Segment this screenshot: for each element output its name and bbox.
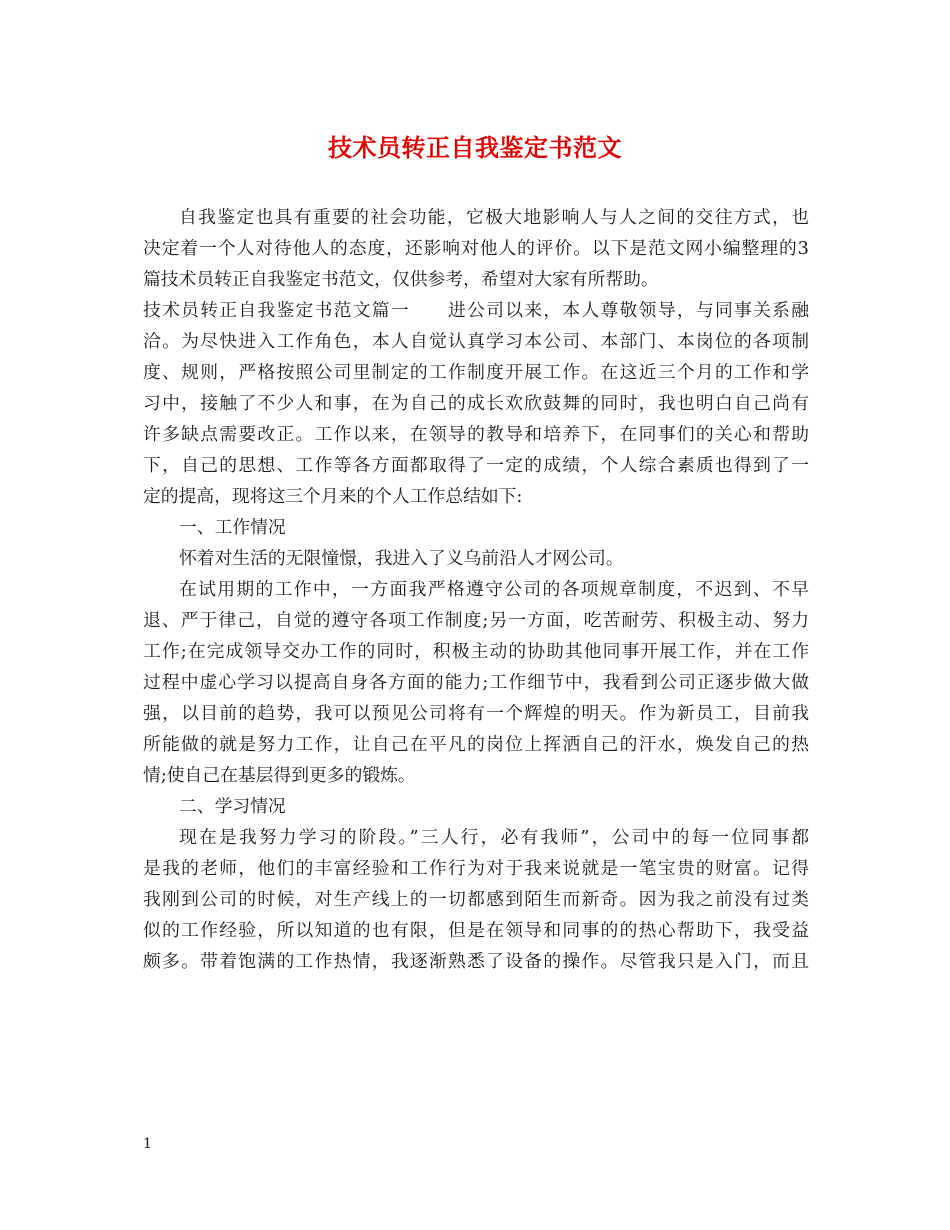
paragraph-article-one <box>143 295 809 512</box>
text-line: 似的工作经验，所以知道的也有限，但是在领导和同事的的热心帮助下，我受益 <box>143 920 809 941</box>
section-heading-study <box>143 791 809 822</box>
text-line: 度、规则，严格按照公司里制定的工作制度开展工作。在这近三个月的工作和学 <box>143 362 809 383</box>
text-line: 技术员转正自我鉴定书范文篇一 进公司以来，本人尊敬领导，与同事关系融 <box>143 300 809 321</box>
paragraph-joined-company <box>143 543 809 574</box>
text-line: 二、学习情况 <box>179 796 286 817</box>
text-line: 怀着对生活的无限憧憬，我进入了义乌前沿人才网公司。 <box>179 548 624 569</box>
text-line: 工作;在完成领导交办工作的同时，积极主动的协助其他同事开展工作，并在工作 <box>143 641 809 662</box>
text-line: 定的提高，现将这三个月来的个人工作总结如下: <box>143 486 523 507</box>
text-line: 篇技术员转正自我鉴定书范文，仅供参考，希望对大家有所帮助。 <box>143 269 659 290</box>
text-line: 许多缺点需要改正。工作以来，在领导的教导和培养下，在同事们的关心和帮助 <box>143 424 809 445</box>
text-line: 一、工作情况 <box>179 517 286 538</box>
section-heading-work <box>143 512 809 543</box>
paragraph-intro <box>143 202 809 295</box>
text-line: 现在是我努力学习的阶段。”三人行，必有我师”，公司中的每一位同事都 <box>179 827 809 848</box>
text-line: 我刚到公司的时候，对生产线上的一切都感到陌生而新奇。因为我之前没有过类 <box>143 889 809 910</box>
text-line: 习中，接触了不少人和事，在为自己的成长欢欣鼓舞的同时，我也明白自己尚有 <box>143 393 809 414</box>
text-line: 是我的老师，他们的丰富经验和工作行为对于我来说就是一笔宝贵的财富。记得 <box>143 858 809 879</box>
text-line: 在试用期的工作中，一方面我严格遵守公司的各项规章制度，不迟到、不早 <box>179 579 809 600</box>
document-body <box>143 202 809 977</box>
text-line: 退、严于律己，自觉的遵守各项工作制度;另一方面，吃苦耐劳、积极主动、努力 <box>143 610 809 631</box>
paragraph-study <box>143 822 809 977</box>
text-line: 决定着一个人对待他人的态度，还影响对他人的评价。以下是范文网小编整理的3 <box>143 238 809 259</box>
page-number: 1 <box>143 1136 152 1152</box>
text-line: 自我鉴定也具有重要的社会功能，它极大地影响人与人之间的交往方式，也 <box>179 207 809 228</box>
text-line: 所能做的就是努力工作，让自己在平凡的岗位上挥洒自己的汗水，焕发自己的热 <box>143 734 809 755</box>
text-line: 强，以目前的趋势，我可以预见公司将有一个辉煌的明天。作为新员工，目前我 <box>143 703 809 724</box>
text-line: 颇多。带着饱满的工作热情，我逐渐熟悉了设备的操作。尽管我只是入门，而且 <box>143 951 809 972</box>
text-line: 过程中虚心学习以提高自身各方面的能力;工作细节中，我看到公司正逐步做大做 <box>143 672 809 693</box>
text-line: 下，自己的思想、工作等各方面都取得了一定的成绩，个人综合素质也得到了一 <box>143 455 809 476</box>
document-title: 技术员转正自我鉴定书范文 <box>328 134 622 162</box>
paragraph-probation-work <box>143 574 809 791</box>
text-line: 情;使自己在基层得到更多的锻炼。 <box>143 765 416 786</box>
text-line: 洽。为尽快进入工作角色，本人自觉认真学习本公司、本部门、本岗位的各项制 <box>143 331 809 352</box>
